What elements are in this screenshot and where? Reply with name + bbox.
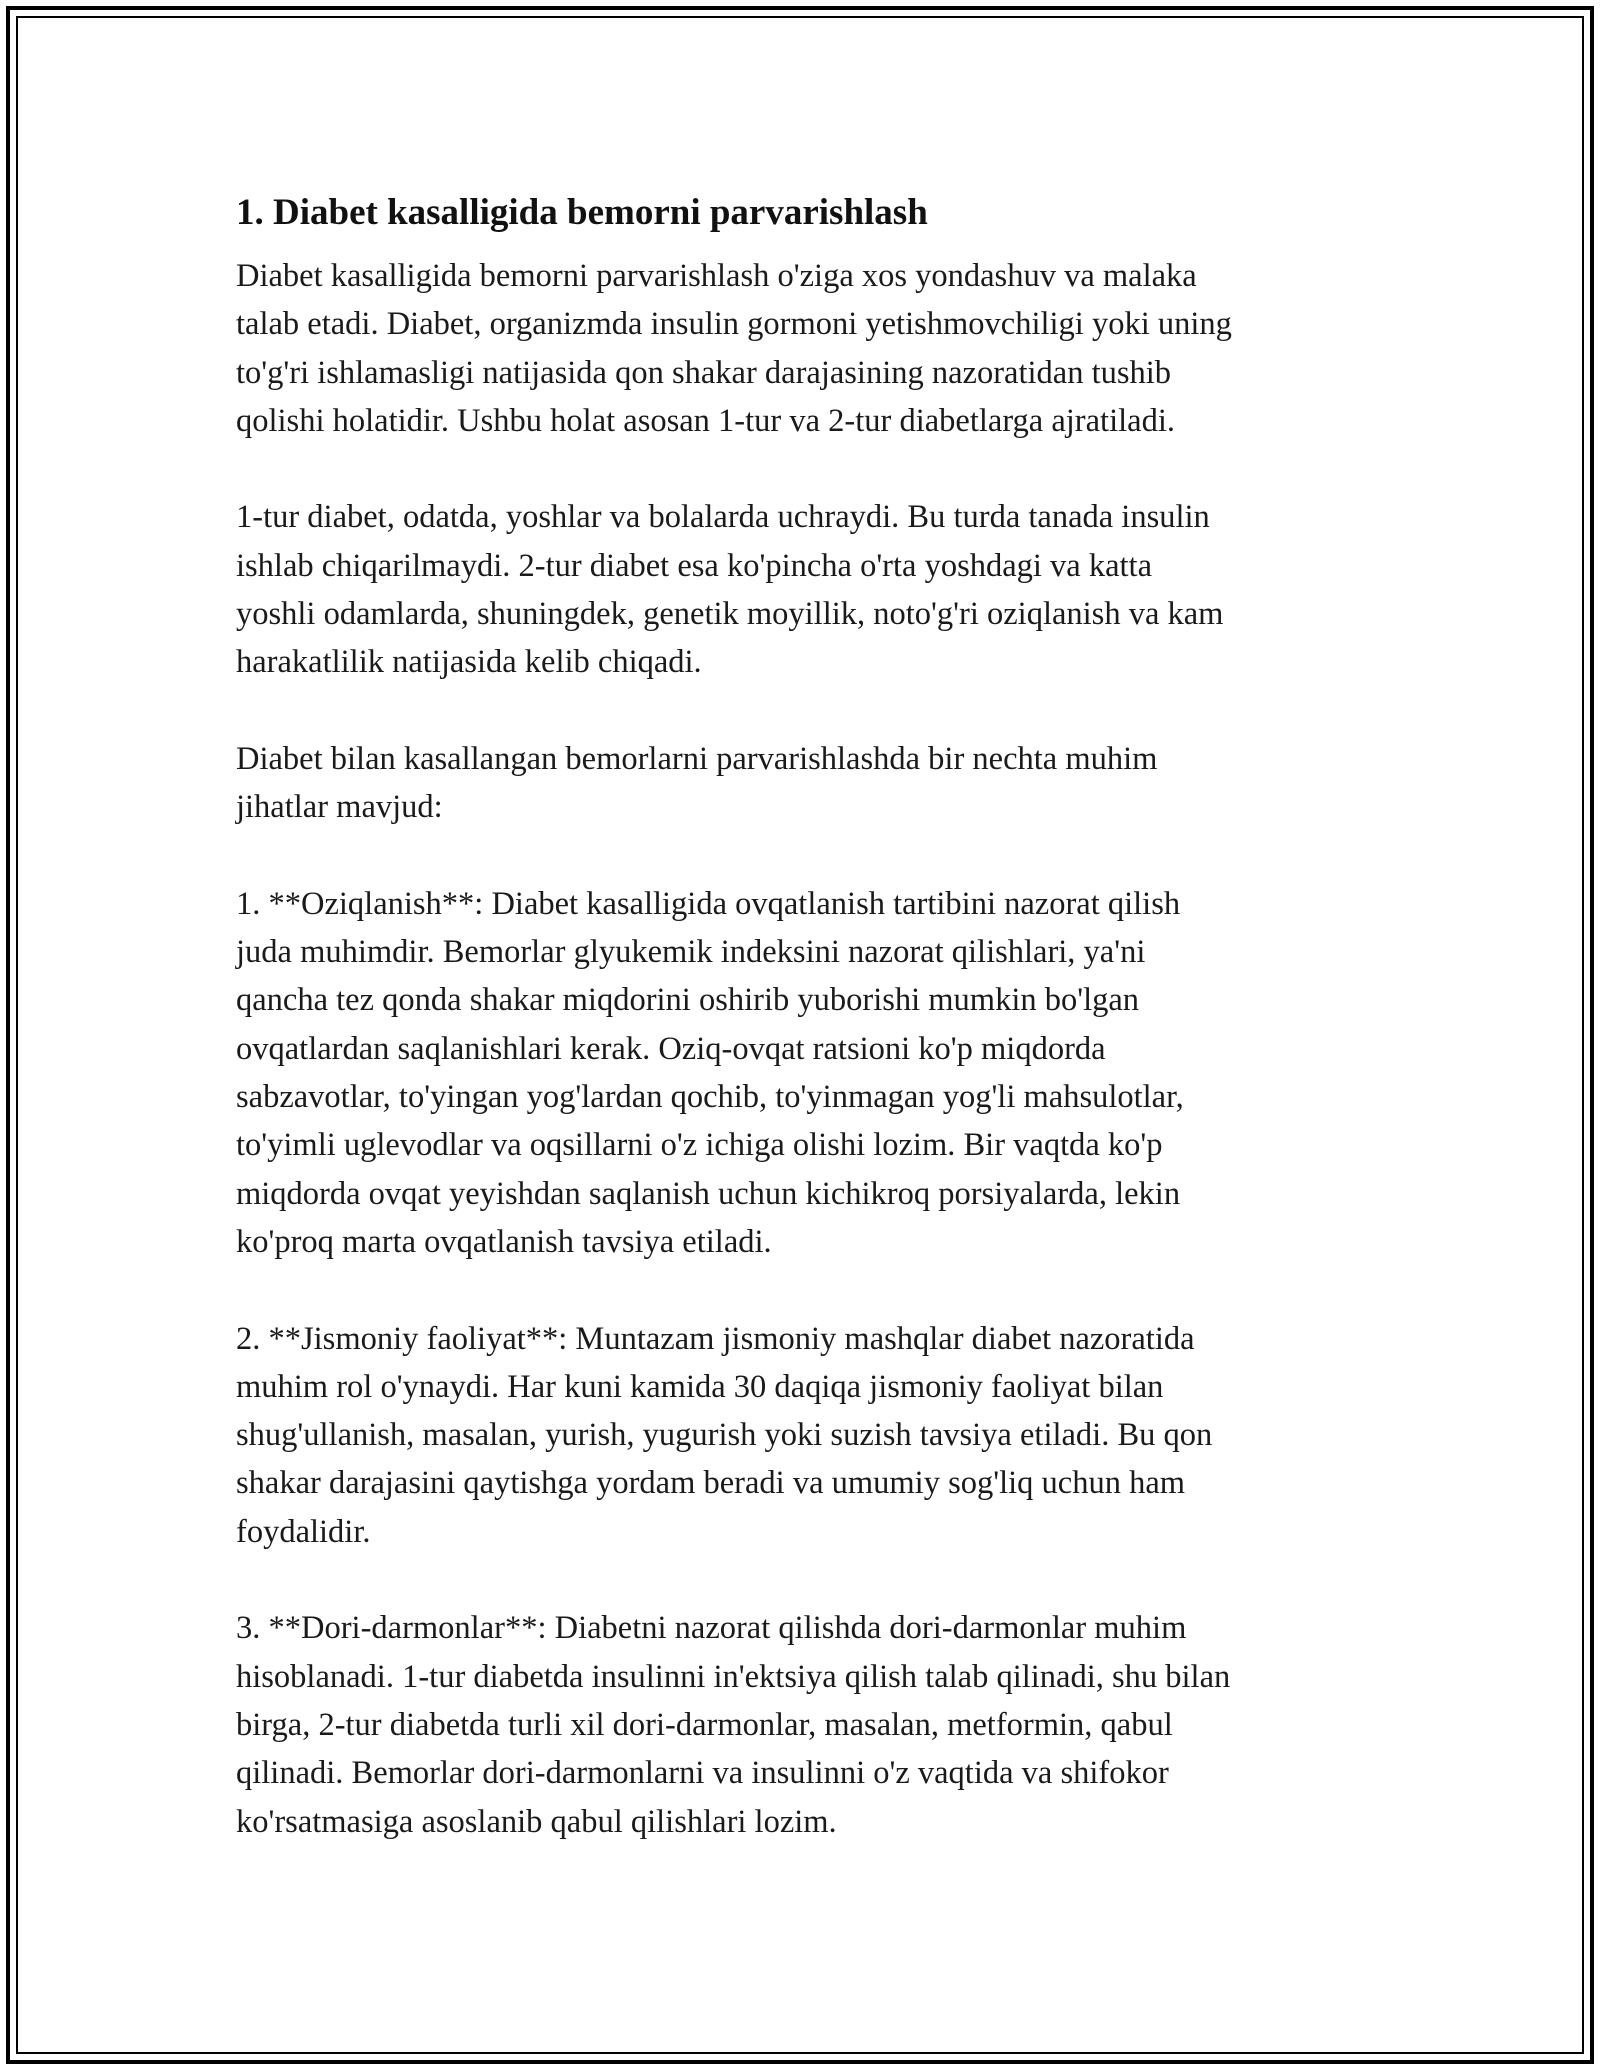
title-spacer xyxy=(236,240,1366,252)
paragraph-spacer xyxy=(236,1556,1366,1604)
document-title: 1. Diabet kasalligida bemorni parvarishlash xyxy=(236,192,928,233)
paragraph-spacer xyxy=(236,445,1366,493)
paragraph-spacer xyxy=(236,687,1366,735)
list-item-nutrition: 1. **Oziqlanish**: Diabet kasalligida ovqatlanish tartibini nazorat qilish juda muhimdir. Bemorlar glyukemik indeksini nazorat qilishlari, ya'ni qancha tez qonda shakar miqdorini oshirib yuborishi mumkin bo'lgan ovqatlardan saqlanishlari kerak. Oziq-ovqat ratsioni ko'p miqdorda sabzavotlar, to'yingan yog'lardan qochib, to'yinmagan yog'li mahsulotlar, to'yimli uglevodlar va oqsillarni o'z ichiga olishi lozim. Bir vaqtda ko'p miqdorda ovqat yeyishdan saqlanish uchun kichikroq porsiyalarda, lekin ko'proq marta ovqatlanish tavsiya etiladi. xyxy=(236,885,1184,1260)
paragraph-care-aspects-intro: Diabet bilan kasallangan bemorlarni parvarishlashda bir nechta muhim jihatlar mavjud: xyxy=(236,740,1158,826)
paragraph-spacer xyxy=(236,832,1366,880)
document-body xyxy=(236,186,1366,1846)
paragraph-spacer xyxy=(236,1266,1366,1314)
list-item-medications: 3. **Dori-darmonlar**: Diabetni nazorat qilishda dori-darmonlar muhim hisoblanadi. 1-tur diabetda insulinni in'ektsiya qilish talab qilinadi, shu bilan birga, 2-tur diabetda turli xil dori-darmonlar, masalan, metformin, qabul qilinadi. Bemorlar dori-darmonlarni va insulinni o'z vaqtida va shifokor ko'rsatmasiga asoslanib qabul qilishlari lozim. xyxy=(236,1610,1231,1840)
list-item-physical-activity: 2. **Jismoniy faoliyat**: Muntazam jismoniy mashqlar diabet nazoratida muhim rol o'ynaydi. Har kuni kamida 30 daqiqa jismoniy faoliyat bilan shug'ullanish, masalan, yurish, yugurish yoki suzish tavsiya etiladi. Bu qon shakar darajasini qaytishga yordam beradi va umumiy sog'liq uchun ham foydalidir. xyxy=(236,1320,1213,1550)
paragraph-intro: Diabet kasalligida bemorni parvarishlash o'ziga xos yondashuv va malaka talab etadi. Diabet, organizmda insulin gormoni yetishmovchiligi yoki uning to'g'ri ishlamasligi natijasida qon shakar darajasining nazoratidan tushib qolishi holatidir. Ushbu holat asosan 1-tur va 2-tur diabetlarga ajratiladi. xyxy=(236,258,1232,439)
paragraph-diabetes-types: 1-tur diabet, odatda, yoshlar va bolalarda uchraydi. Bu turda tanada insulin ishlab chiqarilmaydi. 2-tur diabet esa ko'pincha o'rta yoshdagi va katta yoshli odamlarda, shuningdek, genetik moyillik, noto'g'ri oziqlanish va kam harakatlilik natijasida kelib chiqadi. xyxy=(236,499,1224,681)
